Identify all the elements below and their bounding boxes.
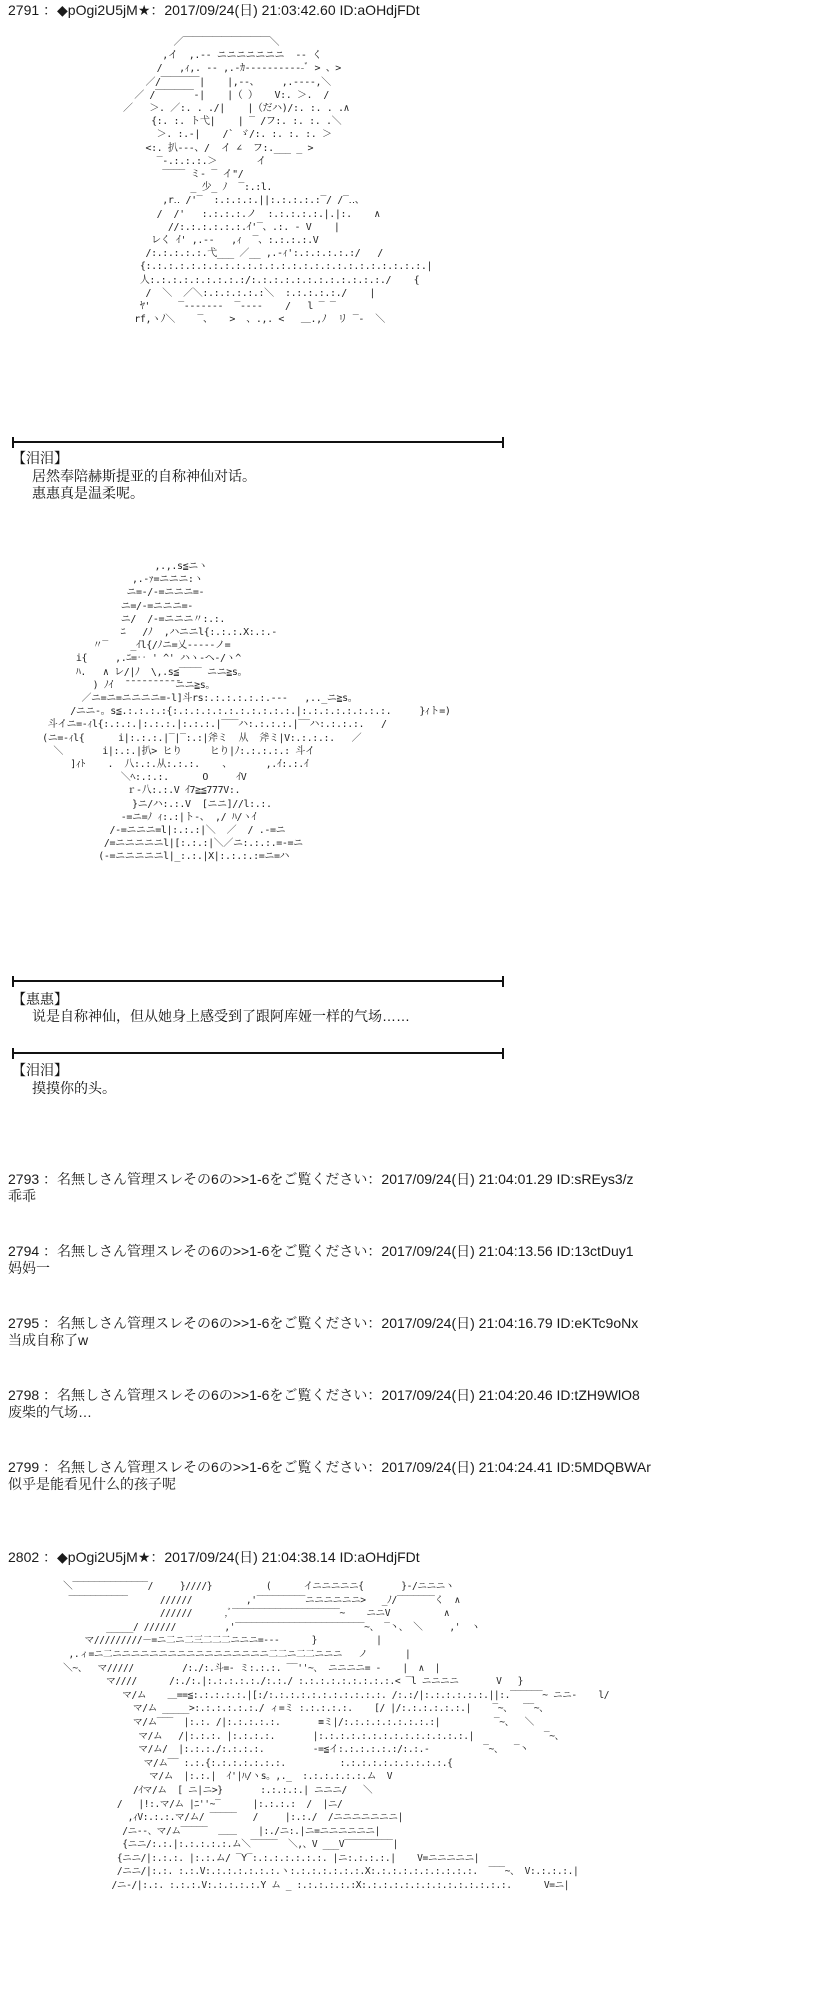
reply-body-2798: 废柴的气场… [8, 1404, 92, 1420]
reply-header-2799: 2799 ：名無しさん管理スレその6の>>1-6をご覧ください：2017/09/24(日) 21:04:24.41 ID:5MDQBWAr [8, 1459, 651, 1475]
speaker-label: 【惠惠】 [12, 991, 68, 1007]
post-header-2802: 2802 ：◆pOgi2U5jM★：2017/09/24(日) 21:04:38.14 ID:aOHdjFDt [8, 1549, 420, 1565]
reply-body-2799: 似乎是能看见什么的孩子呢 [8, 1476, 176, 1492]
reply-header-2795: 2795 ：名無しさん管理スレその6の>>1-6をご覧ください：2017/09/24(日) 21:04:16.79 ID:eKTc9oNx [8, 1315, 639, 1331]
dialogue-divider [12, 441, 504, 443]
reply-body-2795: 当成自称了w [8, 1332, 89, 1348]
speaker-label: 【泪泪】 [12, 450, 68, 466]
dialogue-text: 居然奉陪赫斯提亚的自称神仙对话。 惠惠真是温柔呢。 [32, 468, 256, 501]
dialogue-text: 说是自称神仙，但从她身上感受到了跟阿库娅一样的气场…… [32, 1008, 410, 1024]
reply-body-2794: 妈妈一 [8, 1260, 50, 1276]
dialogue-divider [12, 1052, 504, 1054]
post-header-2791: 2791 ：◆pOgi2U5jM★：2017/09/24(日) 21:03:42.60 ID:aOHdjFDt [8, 2, 420, 18]
reply-header-2794: 2794 ：名無しさん管理スレその6の>>1-6をご覧ください：2017/09/24(日) 21:04:13.56 ID:13ctDuy1 [8, 1243, 634, 1259]
ascii-art-character-3: ＼‾‾‾‾‾‾‾‾‾‾‾‾‾‾/ }////} ( イニニニニニ{ }-/ニニニヽ ‾‾‾‾‾‾‾‾‾‾‾ ////// ,'‾‾‾‾‾‾‾‾‾ニニニニニニ> _ﾉ/‾‾‾‾‾‾‾く ∧ ////// ,ﾞ‾‾‾‾‾‾‾‾‾‾‾‾‾‾‾‾‾‾‾‾~ ニニV ∧ _____/ ////// ,'‾‾‾‾‾‾‾‾‾‾‾‾‾‾‾‾‾‾‾‾‾‾‾‾~、 ‾丶、 ＼ ,' ヽ マ/////////－=ニ二ニ二三二二二ニニニ=‐‐‐ } | ,.ィ=ニ二ニニニニニニニニニニニニニニニニニ二二ニ二二ニニニ ノ | ＼~、 マ///// /:./:.斗=‐ ミ:.:.:. ‾‾''~、 ニニニニ= ‐ | ∧ | マ//// /:./:.|:.:.:.:.:./:.:./ :.:.:.:.:.:.:.:.:.< ‾l ニニニニ V } マ/ム ＿==≦:.:.:.:.:.|[:/:.:.:.:.:.:.:.:.:.:.:. /:.:/|:.:.:.:.:.:.||:.‾‾‾‾‾‾~ ニニ- l/ マ/ム _____>:.:.:.:.:.:./ ィ=ミ :.:.:.:.:. [/ |/:.:.:.:.:.:.| ‾~、 ‾‾~、 マ/ム‾‾‾ |:.:. /|:.:.:.:.:. ≡ミ|/:.:.:.:.:.:.:.:.:| ‾~、 ＼ マ/ム /|:.:.:. |:.:.:.:. |:.:.:.:.:.:.:.:.:.:.:.:.:.:.| ‾~、 マ/ム/ |:.:.:./:.:.:.:. -=≦イ:.:.:.:.:.:/:.:.- ‾~、 ‾丶 マ/ム‾‾ :.:.{:.:.:.:.:.:.:. :.:.:.:.:.:.:.:.:.:.{ マ/ム |:.:.| ｲ'|ﾊ/ヽs。,._ :.:.:.:.:.:.ム V /ｲマ/ム [ ニ|ニ>} :.:.:.:.| ニニニ/ ＼ / |!:.マ/ム |ﾆ''~‾ |:.:.:.: / |ニ/ ,ｨV:.:.:.マ/ム/ ‾‾‾‾‾ / |:.:./ /ニニニニニニニ| /ニ-‐、マ/ム‾‾‾‾‾ ＿＿ |:./ニ:.|ニ=ニニニニニニ| {ニニ/:.:.|:.:.:.:.:.ム＼‾‾‾‾‾ ＼,、V ___V‾‾‾‾‾‾‾‾‾| {ニニ/|:.:.:. |:.:.ム/ ‾Y‾:.:.:.:.:.:.:. |ニ:.:.:.:.| V=ニニニニニ| /ニニ/|:.:. :.:.V:.:.:.:.:.:.:.ヽ:.:.:.:.:.:.:.X:.:.:.:.:.:.:.:.:.:. ‾‾‾~、 V:.:.:.:.| /ニ-/|:.:. :.:.:.V:.:.:.:.:.Y ム _ :.:.:.:.:.:X:.:.:.:.:.:.:.:.:.:.:.:.:.:. V=ニ| [63, 1581, 610, 1892]
reply-header-2798: 2798 ：名無しさん管理スレその6の>>1-6をご覧ください：2017/09/24(日) 21:04:20.46 ID:tZH9WlO8 [8, 1387, 640, 1403]
dialogue-text: 摸摸你的头。 [32, 1080, 116, 1096]
ascii-art-character-2: ,.,.s≦ニヽ ,.-ｧ=ニニニ:ヽ ニ=-/-=ニニニ=- ニ=/-=ニニニ=- ニ/ /-=ニニニ〃:.:. ﾆ /ﾉ ,ハニニl{:.:.:.X:.:.- 〃‾ _ｲl{/ﾉニ=乂-----ノ= i{ ,.ﾆ=‥ ' ^' ハヽ-ヘ-/ヽ^ ﾊ. ∧ レ/|ﾉ \,.s≦‾‾‾‾ ニニ≧s。 ) ﾉｲ ̄ ̄ ̄ ̄ ̄ ̄ ̄ ̄ ̄ ̄ニニ≧s。 ／ニ=ニ=ニニニニ=-l]斗rs:.:.:.:.:.:.-‐‐ ,.._ニ≧s。 /ニニ-。s≦.:.:.:.:{:.:.:.:.:.:.:.:.:.:.:.|:.:.:.:.:.:.:.:. }ｨト=) 斗イニ=-ｨl{:.:.:.|:.:.:.|:.:.:.|‾‾‾ハ:.:.:.:.|‾‾ハ:.:.:.:. / (ニ=-ｨl{ i|:.:.:.|‾|‾:.:|斧ミ 从 斧ミ|V:.:.:.:. ／ ＼ i|:.:.|扒> ヒり ヒり|ﾉ:.:.:.:.: 斗イ ]ｨﾄ . 八:.:.从:.:.:. 、 ,.ｲ:.:.ｲ ＼ﾍ:.:.:. O ｲV ｒ-八:.:.V ｲ7≧≦777V:. }ニ/ハ:.:.V [ニニ]//l:.:. -=ニ=ﾉ ｨ:.:|ト-、 ,/ ﾊ/ヽｲ /-=ニニニ=l|:.:.:|＼ ／ / .-=ニ /=ニニニニニl|[:.:.:|＼／ニ:.:.:.=-=ニ (-=ニニニニニl|_:.:.|X|:.:.:.:=ニ=ハ [42, 561, 451, 863]
reply-header-2793: 2793 ：名無しさん管理スレその6の>>1-6をご覧ください：2017/09/24(日) 21:04:01.29 ID:sREys3/z [8, 1171, 634, 1187]
reply-body-2793: 乖乖 [8, 1188, 36, 1204]
speaker-label: 【泪泪】 [12, 1062, 68, 1078]
dialogue-divider [12, 980, 504, 982]
ascii-art-character-1: ／￣￣￣￣￣￣￣￣￣＼ ,イ ,.-- ニニニニニニニ -- く / ,ｨ,. -- ,.-ｶ-----------ﾞ > 、> ／/￣￣￣￣| |,--、 ,.-‐--,＼ ／ /￣￣￣￣-| |（ ） V:. ＞. / ／ ＞. ／:. . ./| |（だハ)/:. :. . .∧ {:. :. ト弋| | ‾ /フ:. :. :. .＼ ＞. :.-| /` ゞ/:. :. :. :. ＞ <:. 扒-‐-、/ イ ∠ フ:.___ _ > ‾-.:.:.:.＞ イ ‾‾‾‾ ミ- ‾ イ"/ _ 少_ ﾉ ‾:.:l. ,r‥ /'‾ :.:.:.:.||:.:.:.:.:‾/ /‾‥、 / /' :.:.:.:.ノ :.:.:.:.:.|.|:. ∧ //:.:.:.:.:.:.ｲ'‾、.:. ‐ V | レく ｲ' ,.-‐ ,ｨ ‾、:.:.:.:.V /:.:.:.:.:.弋___ ／__ ,.-ｨ':.:.:.:.:.:/ / {:.:.:.:.:.:.:.:.:.:.:.:.:.:.:.:.:.:.:.:.:.:.:.:.:.| 人:.:.:.:.:.:.:.:.:/:.:.:.:.:.:.:.:.:.:.:.:./ { / ＼ ／＼:.:.:.:.:.:＼ :.:.:.:.:./ | ﾔ' ‾-‐-‐--‐ ‾‐-‐- / l ‾ ‾ rf,ヽﾉ＼ ‾、 > 、.,. < ＿.,ﾉ リ ‾‐ ＼ [122, 37, 433, 326]
